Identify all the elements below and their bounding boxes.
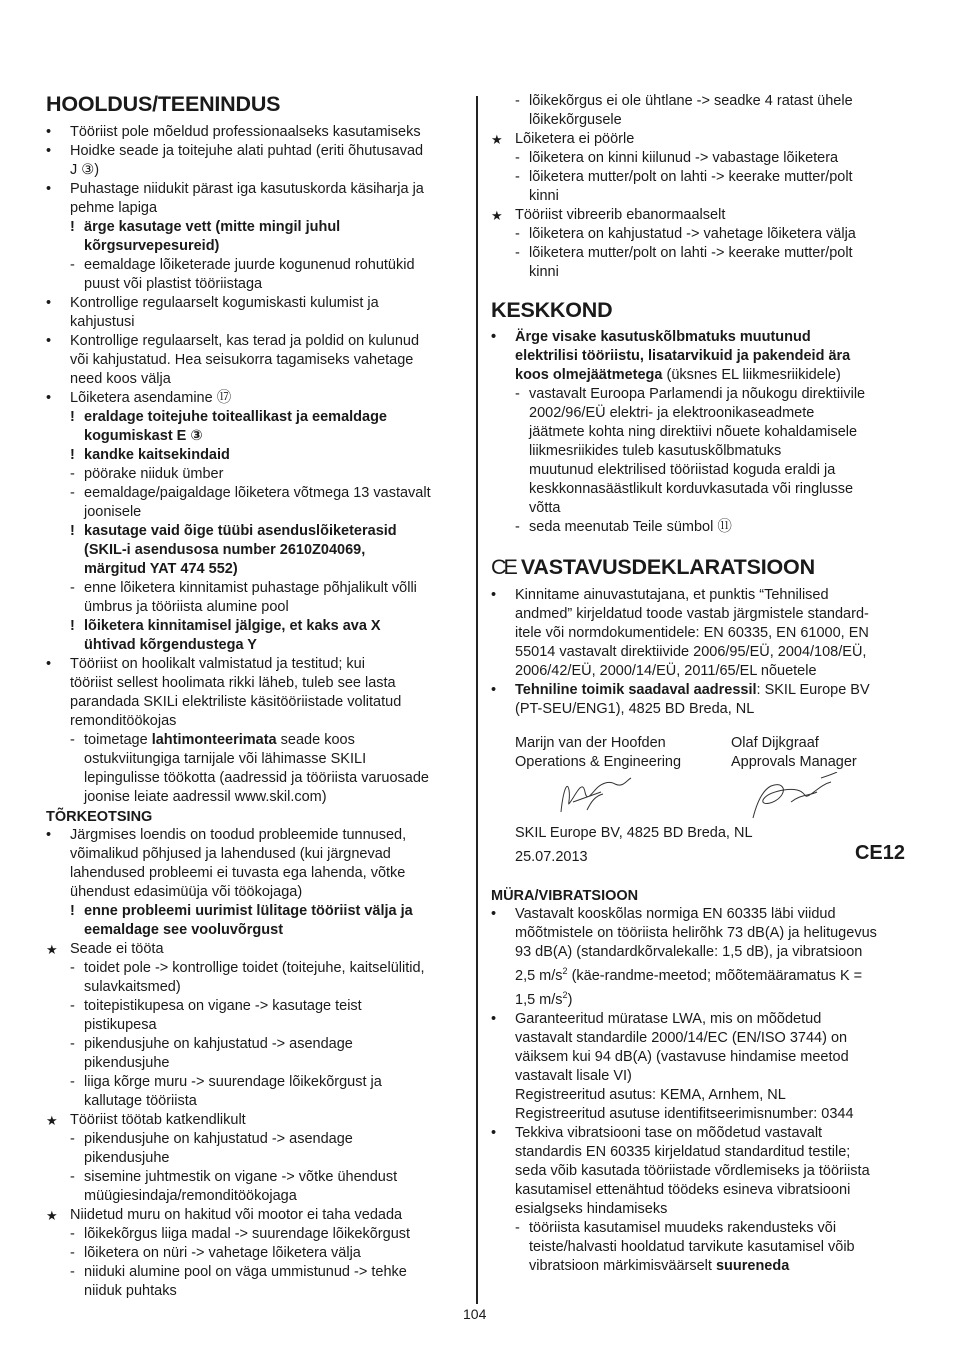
list-item: - liiga kõrge muru -> suurendage lõikekõrgust ja <box>46 1073 464 1092</box>
column-divider <box>476 96 478 1304</box>
troubleshooting-list <box>46 826 464 1301</box>
list-item: ★ Seade ei tööta <box>46 940 464 959</box>
list-item: - eemaldage/paigaldage lõiketera võtmega 13 vastavalt <box>46 484 464 503</box>
list-item: jäätmete kohta ning direktiivi nõuete kohaldamisele <box>529 424 858 440</box>
list-item: - eemaldage lõiketerade juurde kogunenud rohutükid <box>46 256 464 275</box>
list-item: • Puhastage niidukit pärast iga kasutuskorda käsiharja ja <box>46 180 464 199</box>
list-item: • Tööriist pole mõeldud professionaalseks kasutamiseks <box>46 123 464 142</box>
list-item: andmed” kirjeldatud toode vastab järgmistele standard- <box>515 606 869 622</box>
list-item: ! kasutage vaid õige tüübi asenduslõiketerasid <box>46 522 464 541</box>
list-item: - lõiketera mutter/polt on lahti -> keerake mutter/polt <box>491 244 911 263</box>
list-item: parandada SKILi elektriliste käsitööriistade volitatud <box>70 694 402 710</box>
environment-list <box>491 385 911 537</box>
list-item: • Tekkiva vibratsiooni tase on mõõdetud vastavalt <box>491 1124 911 1143</box>
section-heading-service: HOOLDUS/TEENINDUS <box>46 92 281 116</box>
noise-list-cont <box>491 1010 911 1257</box>
list-item: võimalikud põhjused ja lahendused (kui järgnevad <box>70 846 391 862</box>
list-item: - sisemine juhtmestik on vigane -> võtke ühendust <box>46 1168 464 1187</box>
list-item: seda võib kasutada tööriistade võrdlemiseks ja tööriista <box>515 1162 870 1179</box>
list-item: ümbrus ja tööriista alumine pool <box>84 599 289 615</box>
list-item: • Garanteeritud müratase LWA, mis on mõõdetud <box>491 1010 911 1029</box>
list-item: 2006/42/EÜ, 2000/14/EÜ, 2011/65/EL nõuetele <box>515 663 817 679</box>
right-column <box>491 92 911 1276</box>
list-item: • Tööriist on hoolikalt valmistatud ja testitud; kui <box>46 655 464 674</box>
page-number: 104 <box>463 1306 487 1322</box>
list-item: - toidet pole -> kontrollige toidet (toitejuhe, kaitselülitid, <box>46 959 464 978</box>
list-item: ! kandke kaitsekindaid <box>46 446 464 465</box>
list-item: standardis EN 60335 kirjeldatud standarditud testile; <box>515 1143 851 1160</box>
declaration-date-row <box>491 842 911 867</box>
list-item: kogumiskast E ③ <box>84 428 203 444</box>
list-item: - tööriista kasutamisel muudeks rakendusteks või <box>491 1219 911 1238</box>
list-item: joonise leiate aadressil www.skil.com) <box>84 789 327 805</box>
declaration-date: 25.07.2013 <box>515 849 588 865</box>
list-item: - toitepistikupesa on vigane -> kasutage teist <box>46 997 464 1016</box>
noise-list <box>491 905 911 962</box>
signatory-2-name: Olaf Dijkgraaf <box>731 735 819 751</box>
signature-images <box>491 772 911 824</box>
list-item: pistikupesa <box>84 1017 157 1033</box>
list-item: kõrgsurvepesureid) <box>84 238 220 254</box>
section-heading-environment: KESKKOND <box>491 298 613 322</box>
list-item: - seda meenutab Teile sümbol ⑪ <box>491 518 911 537</box>
list-item: joonisele <box>84 504 142 520</box>
list-item: esialgseks hindamiseks <box>515 1200 668 1217</box>
list-item: vibratsioon märkimisväärselt suureneda <box>529 1257 790 1274</box>
list-item: kallutage tööriista <box>84 1093 197 1109</box>
list-item: tööriist sellest hoolimata rikki läheb, tuleb see lasta <box>70 675 396 691</box>
list-item: Registreeritud asutuse identifitseerimisnumber: 0344 <box>515 1105 854 1122</box>
list-item: - lõiketera on nüri -> vahetage lõiketera välja <box>46 1244 464 1263</box>
list-item: 1,5 $m/s^2$) <box>515 989 573 1008</box>
signatory-1-role: Operations & Engineering <box>515 754 682 770</box>
list-item: puust või plastist tööriistaga <box>84 276 263 292</box>
list-item: eemaldage see vooluvõrgust <box>84 922 284 938</box>
section-heading-noise: MÜRA/VIBRATSIOON <box>491 888 639 904</box>
section-heading-troubleshooting: TÕRKEOTSING <box>46 809 153 825</box>
list-item: - lõiketera mutter/polt on lahti -> keerake mutter/polt <box>491 168 911 187</box>
list-item: • Järgmises loendis on toodud probleemide tunnused, <box>46 826 464 845</box>
list-item: ! ärge kasutage vett (mitte mingil juhul <box>46 218 464 237</box>
list-item: või kahjustatud. Hea seisukorra tagamiseks vahetage <box>70 352 414 368</box>
list-item: teiste/halvasti hooldatud tarvikute kasutamisel võib <box>529 1238 855 1255</box>
signatory-2-role: Approvals Manager <box>731 754 857 770</box>
list-item: • Hoidke seade ja toitejuhe alati puhtad (eriti õhutusavad <box>46 142 464 161</box>
list-item: pikendusjuhe <box>84 1150 170 1166</box>
list-item: väiksem kui 94 dB(A) (vastavuse hindamise meetod <box>515 1048 849 1065</box>
section-heading-declaration: CE VASTAVUSDEKLARATSIOON <box>491 555 815 579</box>
signature-1 <box>561 778 631 812</box>
list-item: • Kontrollige regulaarselt kogumiskasti kulumist ja <box>46 294 464 313</box>
signatory-roles <box>491 753 911 772</box>
ce-mark-icon: CE <box>491 555 515 579</box>
list-item: - niiduki alumine pool on väga ummistunud -> tehke <box>46 1263 464 1282</box>
list-item: muutunud elektrilised tööriistad koguda eraldi ja <box>529 462 836 478</box>
list-item: keskkonnasäästlikult korduvkasutada või ringlusse <box>529 481 854 497</box>
list-item: lepingulisse töökotta (aadressid ja tööriista varuosade <box>84 770 429 786</box>
list-item: remonditöökojas <box>70 713 177 729</box>
list-item: ★ Niidetud muru on hakitud või mootor ei taha vedada <box>46 1206 464 1225</box>
list-item: ! lõiketera kinnitamisel jälgige, et kaks ava X <box>46 617 464 636</box>
list-item: • Lõiketera asendamine ⑰ <box>46 389 464 408</box>
list-item: liikmesriikides tuleb kasutuskõlbmatuks <box>529 443 782 459</box>
list-item: • Vastavalt kooskõlas normiga EN 60335 läbi viidud <box>491 905 911 924</box>
list-item: J ③) <box>70 162 100 178</box>
ce12-mark-icon: CE12 <box>854 842 905 864</box>
list-item: - lõiketera on kahjustatud -> vahetage lõiketera välja <box>491 225 911 244</box>
list-item: ★ Tööriist vibreerib ebanormaalselt <box>491 206 911 225</box>
list-item: Registreeritud asutus: KEMA, Arnhem, NL <box>515 1086 786 1103</box>
troubleshooting-list-cont <box>491 92 911 282</box>
service-list <box>46 123 464 731</box>
list-item: kahjustusi <box>70 314 135 330</box>
list-item: pikendusjuhe <box>84 1055 170 1071</box>
list-item: müügiesindaja/remonditöökojaga <box>84 1188 297 1204</box>
list-item: elektrilisi tööriistu, lisatarvikuid ja pakendeid ära <box>515 348 851 364</box>
list-item: • Ärge visake kasutuskõlbmatuks muutunud <box>491 328 911 347</box>
list-item: kinni <box>529 188 559 204</box>
list-item: ★ Tööriist töötab katkendlikult <box>46 1111 464 1130</box>
signatory-1-name: Marijn van der Hoofden <box>515 735 666 751</box>
list-item: niiduk puhtaks <box>84 1283 177 1299</box>
list-item: 93 dB(A) (standardkõrvalekalle: 1,5 dB), ja vibratsioon <box>515 944 863 960</box>
company-address: SKIL Europe BV, 4825 BD Breda, NL <box>515 825 753 841</box>
list-item: lahendused probleemi ei tuvasta ega lahenda, võtke <box>70 865 406 881</box>
list-item: vastavalt standardile 2000/14/EC (EN/ISO 3744) on <box>515 1029 848 1046</box>
list-item: itele või normdokumentidele: EN 60335, EN 61000, EN <box>515 625 869 641</box>
list-item: - lõiketera on kinni kiilunud -> vabastage lõiketera <box>491 149 911 168</box>
list-item: - vastavalt Euroopa Parlamendi ja nõukogu direktiivile <box>491 385 911 404</box>
signatures <box>491 772 911 824</box>
declaration-list <box>491 586 911 681</box>
list-item: need koos välja <box>70 371 171 387</box>
list-item: 2002/96/EÜ elektri- ja elektroonikaseadmete <box>529 405 815 421</box>
list-item: - pöörake niiduk ümber <box>46 465 464 484</box>
list-item: koos olmejäätmetega (üksnes EL liikmesriikidele) <box>515 367 841 383</box>
list-item: kasutamisel ettenähtud töödeks esineva vibratsiooni <box>515 1181 851 1198</box>
list-item: - enne lõiketera kinnitamist puhastage põhjalikult võlli <box>46 579 464 598</box>
list-item: sulavkaitsmed) <box>84 979 181 995</box>
list-item: ühendust edasimüüja või töökojaga) <box>70 884 303 900</box>
list-item: - toimetage lahtimonteerimata seade koos <box>46 731 464 750</box>
list-item: (PT-SEU/ENG1), 4825 BD Breda, NL <box>515 701 755 717</box>
list-item: • Kinnitame ainuvastutajana, et punktis “Tehnilised <box>491 586 911 605</box>
list-item: - lõikekõrgus ei ole ühtlane -> seadke 4 ratast ühele <box>491 92 911 111</box>
list-item: ühtivad kõrgendustega Y <box>84 637 257 653</box>
list-item: • Kontrollige regulaarselt, kas terad ja poldid on kulunud <box>46 332 464 351</box>
signature-2 <box>753 772 837 818</box>
list-item: vastavalt lisale VI) <box>515 1067 632 1084</box>
list-item: ! enne probleemi uurimist lülitage tööriist välja ja <box>46 902 464 921</box>
list-item: • Tehniline toimik saadaval aadressil: SKIL Europe BV <box>491 681 911 700</box>
list-item: 2,5 $m/s^2$ (käe-randme-meetod; mõõtemääramatus K = <box>515 966 863 984</box>
list-item: ostukviitungiga tarnijale või lähimasse SKILI <box>84 751 367 767</box>
list-item: - lõikekõrgus liiga madal -> suurendage lõikekõrgust <box>46 1225 464 1244</box>
list-item: - pikendusjuhe on kahjustatud -> asendage <box>46 1035 464 1054</box>
list-item: lõikekõrgusele <box>529 112 622 128</box>
list-item: mõõtmistele on tööriista helirõhk 73 dB(A) ja helitugevus <box>515 925 877 941</box>
list-item: ★ Lõiketera ei pöörle <box>491 130 911 149</box>
list-item: võtta <box>529 500 561 516</box>
list-item: ! eraldage toitejuhe toiteallikast ja eemaldage <box>46 408 464 427</box>
list-item: - pikendusjuhe on kahjustatud -> asendage <box>46 1130 464 1149</box>
signatory-names <box>491 734 911 753</box>
list-item: 55014 vastavalt direktiivide 2006/95/EÜ, 2004/108/EÜ, <box>515 644 867 660</box>
service-list-cont <box>46 750 464 807</box>
list-item: kinni <box>529 264 559 280</box>
list-item: pehme lapiga <box>70 200 158 216</box>
list-item: (SKIL-i asendusosa number 2610Z04069, <box>84 542 366 558</box>
list-item: märgitud YAT 474 552) <box>84 561 238 577</box>
left-column <box>46 92 464 1301</box>
